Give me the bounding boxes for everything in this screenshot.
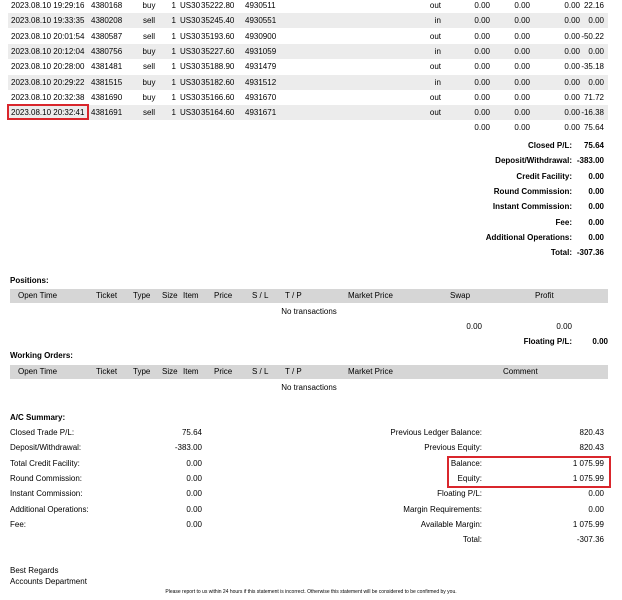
floating-pl-label: Floating P/L: (523, 337, 572, 346)
positions-header (10, 289, 608, 303)
positions-swap-total: 0.00 (466, 322, 482, 331)
deal-price: 35164.60 (201, 108, 235, 118)
deal-item: US30 (180, 77, 201, 87)
deal-dir: in (434, 77, 441, 87)
ac-left-value: 75.64 (181, 428, 202, 437)
deal-dir: out (429, 62, 441, 72)
deal-c2: 0.00 (514, 77, 530, 87)
summary-label: Closed P/L: (527, 141, 572, 150)
deal-row (8, 44, 608, 59)
ac-left-label: Closed Trade P/L: (10, 428, 75, 437)
deal-dir: out (429, 92, 441, 102)
deal-c2: 0.00 (514, 16, 530, 26)
ac-right-value: 1 075.99 (572, 473, 604, 483)
deal-time: 2023.08.10 20:01:54 (11, 31, 85, 41)
pos-col-type: Type (133, 291, 151, 300)
ac-left-value: 0.00 (186, 489, 202, 499)
deal-price: 35166.60 (201, 92, 235, 102)
deal-type: buy (142, 46, 156, 56)
deal-time: 2023.08.10 20:29:22 (11, 77, 85, 87)
ac-right-value: 1 075.99 (572, 519, 604, 529)
summary-value: 75.64 (583, 141, 604, 150)
deal-order: 4930900 (245, 31, 277, 41)
deal-order: 4931479 (245, 62, 277, 72)
deal-order: 4931671 (245, 108, 277, 118)
summary-value: 0.00 (588, 186, 604, 196)
pos-col-item: Item (183, 291, 199, 300)
deal-order: 4931670 (245, 92, 277, 102)
working-orders-empty: No transactions (281, 383, 337, 392)
deal-c3: 0.00 (564, 46, 580, 56)
deal-price: 35188.90 (201, 62, 235, 72)
ac-right-value: 0.00 (588, 489, 604, 499)
ac-right-label: Floating P/L: (437, 489, 482, 499)
wo-col-type: Type (133, 367, 151, 376)
deal-item: US30 (180, 1, 201, 10)
deal-order: 4931059 (245, 46, 277, 56)
deal-c3: 0.00 (564, 1, 580, 10)
deal-profit: 0.00 (588, 77, 604, 87)
deal-size: 1 (171, 31, 176, 41)
deal-row (8, 75, 608, 90)
deal-type: sell (142, 108, 155, 118)
deal-price: 35193.60 (201, 31, 235, 41)
summary-label: Fee: (555, 217, 572, 227)
ac-left-label: Additional Operations: (10, 504, 89, 514)
deal-c1: 0.00 (474, 31, 490, 41)
deal-time: 2023.08.10 20:32:38 (11, 92, 85, 102)
deal-time: 2023.08.10 20:28:00 (11, 62, 85, 72)
wo-col-item: Item (183, 367, 199, 376)
deal-dir: in (434, 16, 441, 26)
deal-c1: 0.00 (474, 62, 490, 72)
ac-left-label: Fee: (10, 519, 27, 529)
summary-label: Instant Commission: (492, 202, 572, 212)
wo-col-open-time: Open Time (18, 367, 58, 376)
deal-c1: 0.00 (474, 46, 490, 56)
deal-c3: 0.00 (564, 92, 580, 102)
deal-time: 2023.08.10 19:33:35 (11, 16, 85, 26)
summary-value: 0.00 (588, 232, 604, 242)
deal-ticket: 4381515 (91, 77, 123, 87)
floating-pl-value: 0.00 (592, 337, 608, 346)
deal-c2: 0.00 (514, 108, 530, 118)
ac-right-label: Total: (462, 535, 482, 545)
deal-type: buy (142, 1, 156, 10)
deal-item: US30 (180, 92, 201, 102)
deal-size: 1 (171, 92, 176, 102)
pos-col-profit: Profit (535, 291, 554, 300)
deal-dir: in (434, 46, 441, 56)
summary-label: Total: (550, 248, 572, 258)
ac-left-label: Total Credit Facility: (10, 458, 80, 468)
total-swap: 0.00 (514, 123, 530, 132)
total-profit: 75.64 (583, 123, 604, 132)
deal-ticket: 4381691 (91, 108, 123, 118)
summary-value: -383.00 (576, 156, 604, 166)
summary-label: Credit Facility: (516, 171, 572, 181)
deal-size: 1 (171, 108, 176, 118)
deal-time: 2023.08.10 19:29:16 (11, 1, 85, 10)
ac-left-value: 0.00 (186, 473, 202, 483)
deal-type: buy (142, 77, 156, 87)
pos-col-size: Size (162, 291, 178, 300)
pos-col-tp: T / P (285, 291, 302, 300)
ac-right-value: 820.43 (579, 428, 604, 437)
summary-value: 0.00 (588, 202, 604, 212)
summary-label: Additional Operations: (485, 232, 572, 242)
deal-c2: 0.00 (514, 31, 530, 41)
deal-size: 1 (171, 16, 176, 26)
deal-c3: 0.00 (564, 31, 580, 41)
positions-title: Positions: (10, 276, 49, 285)
ac-right-value: -307.36 (576, 535, 604, 545)
deal-size: 1 (171, 1, 176, 10)
total-taxes: 0.00 (564, 123, 580, 132)
deal-c3: 0.00 (564, 16, 580, 26)
wo-col-sl: S / L (252, 367, 269, 376)
total-commission: 0.00 (474, 123, 490, 132)
pos-col-sl: S / L (252, 291, 269, 300)
deal-c1: 0.00 (474, 77, 490, 87)
pos-col-market-price: Market Price (348, 291, 393, 300)
deal-time: 2023.08.10 20:32:41 (11, 108, 85, 118)
pos-col-open-time: Open Time (18, 291, 58, 300)
deal-c2: 0.00 (514, 92, 530, 102)
deal-item: US30 (180, 108, 201, 118)
deal-dir: out (429, 1, 441, 10)
deal-profit: 71.72 (583, 92, 604, 102)
deal-row (8, 59, 608, 74)
ac-right-label: Margin Requirements: (403, 504, 482, 514)
pos-col-ticket: Ticket (96, 291, 118, 300)
deal-type: sell (142, 62, 155, 72)
wo-col-size: Size (162, 367, 178, 376)
deal-order: 4930511 (245, 1, 276, 10)
deal-profit: -16.38 (581, 108, 604, 118)
wo-col-market-price: Market Price (348, 367, 393, 376)
wo-col-tp: T / P (285, 367, 302, 376)
highlight-balance-equity (447, 456, 611, 488)
deal-dir: out (429, 108, 441, 118)
deal-c3: 0.00 (564, 62, 580, 72)
deal-order: 4930551 (245, 16, 277, 26)
summary-label: Round Commission: (493, 186, 572, 196)
summary-value: 0.00 (588, 217, 604, 227)
deal-c1: 0.00 (474, 16, 490, 26)
deal-row (8, 105, 608, 120)
deal-profit: -35.18 (581, 62, 604, 72)
deal-item: US30 (180, 46, 201, 56)
footer-department: Accounts Department (10, 577, 87, 586)
deal-c2: 0.00 (514, 46, 530, 56)
deal-price: 35245.40 (201, 16, 235, 26)
deal-row (8, 0, 608, 13)
ac-right-label: Available Margin: (420, 519, 482, 529)
deal-c1: 0.00 (474, 108, 490, 118)
deal-type: sell (142, 31, 155, 41)
wo-col-ticket: Ticket (96, 367, 118, 376)
deal-c2: 0.00 (514, 1, 530, 10)
deal-profit: 22.16 (583, 1, 604, 10)
positions-empty: No transactions (281, 307, 337, 316)
deal-size: 1 (171, 77, 176, 87)
working-orders-header (10, 365, 608, 379)
ac-summary-title: A/C Summary: (10, 413, 66, 422)
deal-size: 1 (171, 46, 176, 56)
footer-note: Please report to us within 24 hours if this statement is incorrect. Otherwise this statement will be considered to be confirmed by you. (165, 589, 457, 595)
deal-item: US30 (180, 16, 201, 26)
wo-col-comment: Comment (503, 367, 538, 376)
ac-right-label: Previous Equity: (424, 443, 482, 453)
deal-price: 35227.60 (201, 46, 235, 56)
working-orders-title: Working Orders: (10, 351, 73, 360)
ac-left-label: Deposit/Withdrawal: (10, 443, 82, 453)
highlight-last-deal-time (7, 104, 89, 120)
deal-time: 2023.08.10 20:12:04 (11, 46, 85, 56)
deal-c1: 0.00 (474, 92, 490, 102)
footer-regards: Best Regards (10, 566, 59, 575)
pos-col-price: Price (214, 291, 233, 300)
deal-item: US30 (180, 62, 201, 72)
deal-row (8, 29, 608, 44)
deal-row (8, 13, 608, 28)
deal-ticket: 4381481 (91, 62, 123, 72)
deal-price: 35222.80 (201, 1, 235, 10)
ac-right-value: 0.00 (588, 504, 604, 514)
deal-c3: 0.00 (564, 108, 580, 118)
ac-left-label: Round Commission: (10, 473, 83, 483)
deal-profit: 0.00 (588, 46, 604, 56)
ac-right-label: Equity: (457, 473, 482, 483)
summary-value: -307.36 (576, 248, 604, 258)
deal-ticket: 4381690 (91, 92, 123, 102)
ac-left-value: -383.00 (174, 443, 202, 453)
summary-value: 0.00 (588, 171, 604, 181)
deal-dir: out (429, 31, 441, 41)
deal-c3: 0.00 (564, 77, 580, 87)
deal-ticket: 4380587 (91, 31, 123, 41)
deal-size: 1 (171, 62, 176, 72)
deal-profit: -50.22 (581, 31, 604, 41)
positions-profit-total: 0.00 (556, 322, 572, 331)
ac-right-label: Previous Ledger Balance: (390, 428, 482, 437)
deal-ticket: 4380208 (91, 16, 123, 26)
deal-totals-row (8, 120, 608, 135)
ac-right-value: 1 075.99 (572, 458, 604, 468)
deal-type: buy (142, 92, 156, 102)
ac-right-label: Balance: (450, 458, 482, 468)
deal-price: 35182.60 (201, 77, 235, 87)
deal-ticket: 4380168 (91, 1, 123, 10)
deal-c2: 0.00 (514, 62, 530, 72)
ac-left-value: 0.00 (186, 504, 202, 514)
ac-right-value: 820.43 (579, 443, 604, 453)
ac-left-value: 0.00 (186, 458, 202, 468)
deal-item: US30 (180, 31, 201, 41)
summary-label: Deposit/Withdrawal: (495, 156, 572, 166)
deal-order: 4931512 (245, 77, 277, 87)
ac-left-label: Instant Commission: (10, 489, 83, 499)
deal-profit: 0.00 (588, 16, 604, 26)
deal-ticket: 4380756 (91, 46, 123, 56)
wo-col-price: Price (214, 367, 233, 376)
deal-type: sell (142, 16, 155, 26)
ac-left-value: 0.00 (186, 519, 202, 529)
deal-c1: 0.00 (474, 1, 490, 10)
pos-col-swap: Swap (450, 291, 471, 300)
deal-row (8, 90, 608, 105)
